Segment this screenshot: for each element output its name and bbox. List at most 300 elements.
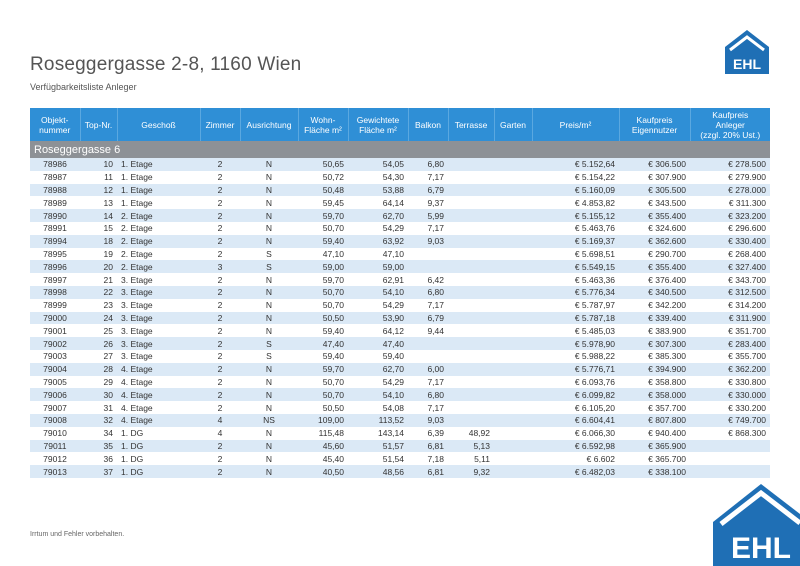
table-cell: 2 <box>200 286 240 299</box>
table-cell: € 307.300 <box>619 337 690 350</box>
table-cell: 3. Etage <box>117 350 200 363</box>
table-cell: N <box>240 184 298 197</box>
table-row <box>30 388 770 401</box>
table-cell: 50,65 <box>298 158 348 171</box>
table-cell: N <box>240 235 298 248</box>
table-cell: 54,10 <box>348 388 408 401</box>
table-cell: N <box>240 363 298 376</box>
table-cell: 18 <box>80 235 117 248</box>
table-cell <box>690 440 770 453</box>
table-cell: 50,50 <box>298 312 348 325</box>
table-cell: N <box>240 427 298 440</box>
table-cell: 1. DG <box>117 452 200 465</box>
column-header: Wohn- Fläche m² <box>298 108 348 141</box>
table-cell: € 5.160,09 <box>532 184 619 197</box>
table-cell: S <box>240 248 298 261</box>
table-cell <box>494 324 532 337</box>
table-cell: 78987 <box>30 171 80 184</box>
table-cell <box>494 171 532 184</box>
section-label: Roseggergasse 6 <box>30 141 770 158</box>
column-header: Ausrichtung <box>240 108 298 141</box>
column-header: Top-Nr. <box>80 108 117 141</box>
table-cell <box>494 388 532 401</box>
table-cell <box>494 184 532 197</box>
table-cell: 62,70 <box>348 209 408 222</box>
table-cell <box>448 299 494 312</box>
table-row <box>30 465 770 478</box>
table-cell: 6,79 <box>408 184 448 197</box>
table-cell: N <box>240 209 298 222</box>
table-cell: € 279.900 <box>690 171 770 184</box>
table-cell: € 365.900 <box>619 440 690 453</box>
table-cell: € 362.200 <box>690 363 770 376</box>
table-cell: 50,70 <box>298 388 348 401</box>
table-cell: 2 <box>200 376 240 389</box>
table-row <box>30 235 770 248</box>
table-cell: 50,50 <box>298 401 348 414</box>
table-cell: 4 <box>200 427 240 440</box>
table-cell: 29 <box>80 376 117 389</box>
table-cell: 78994 <box>30 235 80 248</box>
table-cell: 48,56 <box>348 465 408 478</box>
table-cell: 79013 <box>30 465 80 478</box>
table-cell: € 5.154,22 <box>532 171 619 184</box>
table-row <box>30 440 770 453</box>
table-cell: N <box>240 158 298 171</box>
table-cell <box>690 452 770 465</box>
table-cell: 22 <box>80 286 117 299</box>
table-cell: € 6.592,98 <box>532 440 619 453</box>
table-cell: 47,10 <box>348 248 408 261</box>
table-cell <box>448 235 494 248</box>
logo-text: EHL <box>733 56 761 72</box>
table-cell <box>448 414 494 427</box>
table-cell: N <box>240 465 298 478</box>
table-row <box>30 222 770 235</box>
table-cell: 2 <box>200 248 240 261</box>
table-row <box>30 376 770 389</box>
table-cell: € 365.700 <box>619 452 690 465</box>
table-row <box>30 350 770 363</box>
table-cell: € 296.600 <box>690 222 770 235</box>
table-cell: 54,29 <box>348 299 408 312</box>
table-cell: 48,92 <box>448 427 494 440</box>
table-cell: € 358.800 <box>619 376 690 389</box>
table-row <box>30 260 770 273</box>
table-cell: € 306.500 <box>619 158 690 171</box>
table-cell: 9,44 <box>408 324 448 337</box>
table-cell: S <box>240 337 298 350</box>
table-row <box>30 196 770 209</box>
table-cell: 2 <box>200 440 240 453</box>
table-row <box>30 286 770 299</box>
table-cell: € 749.700 <box>690 414 770 427</box>
table-cell: N <box>240 299 298 312</box>
table-cell <box>448 222 494 235</box>
table-cell: 59,40 <box>298 350 348 363</box>
table-cell: 1. DG <box>117 440 200 453</box>
table-row <box>30 401 770 414</box>
table-cell: 59,00 <box>348 260 408 273</box>
table-cell: € 383.900 <box>619 324 690 337</box>
table-cell: € 343.700 <box>690 273 770 286</box>
table-cell: 7,18 <box>408 452 448 465</box>
table-cell: 6,81 <box>408 440 448 453</box>
ehl-logo <box>723 28 771 76</box>
footer-note: Irrtum und Fehler vorbehalten. <box>30 531 125 538</box>
table-cell <box>494 248 532 261</box>
table-row <box>30 414 770 427</box>
table-cell: 63,92 <box>348 235 408 248</box>
table-row <box>30 452 770 465</box>
table-cell: 54,29 <box>348 376 408 389</box>
table-cell <box>408 248 448 261</box>
table-cell: 4 <box>200 414 240 427</box>
ehl-logo-large <box>713 484 800 566</box>
table-cell <box>448 363 494 376</box>
table-cell: 2 <box>200 350 240 363</box>
table-cell: 78999 <box>30 299 80 312</box>
table-cell: 2 <box>200 324 240 337</box>
table-cell: € 355.400 <box>619 260 690 273</box>
table-cell: 9,32 <box>448 465 494 478</box>
table-cell: N <box>240 376 298 389</box>
table-cell: 2 <box>200 337 240 350</box>
table-cell: S <box>240 350 298 363</box>
table-cell <box>494 465 532 478</box>
table-cell: 50,70 <box>298 222 348 235</box>
table-cell: 6,80 <box>408 286 448 299</box>
table-cell: 35 <box>80 440 117 453</box>
table-cell: N <box>240 401 298 414</box>
table-cell: 6,00 <box>408 363 448 376</box>
table-cell: 37 <box>80 465 117 478</box>
table-cell: 1. Etage <box>117 184 200 197</box>
table-cell: 53,90 <box>348 312 408 325</box>
table-cell: € 342.200 <box>619 299 690 312</box>
table-row <box>30 427 770 440</box>
table-cell: 59,70 <box>298 363 348 376</box>
table-cell: € 5.463,36 <box>532 273 619 286</box>
table-cell <box>494 209 532 222</box>
table-cell: 78998 <box>30 286 80 299</box>
availability-table <box>30 108 770 478</box>
table-cell: 59,40 <box>298 324 348 337</box>
table-cell: 78988 <box>30 184 80 197</box>
table-cell: 6,81 <box>408 465 448 478</box>
table-row <box>30 312 770 325</box>
table-cell: 9,03 <box>408 235 448 248</box>
table-cell: € 5.787,97 <box>532 299 619 312</box>
table-cell: € 330.000 <box>690 388 770 401</box>
table-cell: 6,80 <box>408 388 448 401</box>
section-row <box>30 141 770 158</box>
table-cell: 6,80 <box>408 158 448 171</box>
table-cell: 19 <box>80 248 117 261</box>
table-cell: 54,29 <box>348 222 408 235</box>
table-cell: € 343.500 <box>619 196 690 209</box>
table-cell: € 330.400 <box>690 235 770 248</box>
table-cell: 59,70 <box>298 209 348 222</box>
table-cell <box>448 171 494 184</box>
table-cell: 1. DG <box>117 465 200 478</box>
table-cell: 2. Etage <box>117 248 200 261</box>
table-cell: 2 <box>200 452 240 465</box>
table-cell: 2 <box>200 465 240 478</box>
table-cell: € 307.900 <box>619 171 690 184</box>
table-cell: 3. Etage <box>117 273 200 286</box>
table-cell: 4. Etage <box>117 414 200 427</box>
table-cell: 9,03 <box>408 414 448 427</box>
table-cell: 1. Etage <box>117 158 200 171</box>
table-cell: 34 <box>80 427 117 440</box>
table-cell <box>448 196 494 209</box>
table-cell: 64,12 <box>348 324 408 337</box>
table-cell: 2. Etage <box>117 260 200 273</box>
table-cell: 54,08 <box>348 401 408 414</box>
table-cell: 51,54 <box>348 452 408 465</box>
table-cell: 54,10 <box>348 286 408 299</box>
table-cell: 30 <box>80 388 117 401</box>
table-cell: 20 <box>80 260 117 273</box>
table-cell: 79004 <box>30 363 80 376</box>
table-cell: 5,13 <box>448 440 494 453</box>
table-cell <box>408 260 448 273</box>
table-cell: € 338.100 <box>619 465 690 478</box>
table-row <box>30 184 770 197</box>
table-cell: 50,48 <box>298 184 348 197</box>
table-cell: € 278.500 <box>690 158 770 171</box>
table-cell: 2 <box>200 388 240 401</box>
table-cell: N <box>240 440 298 453</box>
table-cell: 143,14 <box>348 427 408 440</box>
table-cell: € 327.400 <box>690 260 770 273</box>
table-cell: 3. Etage <box>117 299 200 312</box>
table-row <box>30 363 770 376</box>
table-row <box>30 248 770 261</box>
table-cell <box>494 452 532 465</box>
table-cell: € 5.698,51 <box>532 248 619 261</box>
table-cell: € 278.000 <box>690 184 770 197</box>
table-cell: € 385.300 <box>619 350 690 363</box>
table-cell: € 6.105,20 <box>532 401 619 414</box>
table-header-row <box>30 108 770 141</box>
table-cell: € 311.300 <box>690 196 770 209</box>
table-cell: 6,39 <box>408 427 448 440</box>
table-cell: 9,37 <box>408 196 448 209</box>
logo-text-large: EHL <box>731 532 791 565</box>
table-cell: € 5.776,34 <box>532 286 619 299</box>
table-cell: 23 <box>80 299 117 312</box>
table-row <box>30 158 770 171</box>
table-cell: 2 <box>200 222 240 235</box>
table-cell: 59,70 <box>298 273 348 286</box>
table-cell <box>494 286 532 299</box>
table-cell: 79005 <box>30 376 80 389</box>
table-cell: 4. Etage <box>117 388 200 401</box>
column-header: Gewichtete Fläche m² <box>348 108 408 141</box>
table-cell: 3. Etage <box>117 324 200 337</box>
table-cell <box>494 376 532 389</box>
table-cell: € 290.700 <box>619 248 690 261</box>
table-cell: N <box>240 312 298 325</box>
table-cell: € 6.604,41 <box>532 414 619 427</box>
table-cell: 4. Etage <box>117 401 200 414</box>
table-cell: 12 <box>80 184 117 197</box>
table-cell: € 330.800 <box>690 376 770 389</box>
table-cell: N <box>240 286 298 299</box>
table-cell: 50,70 <box>298 376 348 389</box>
table-cell: 59,45 <box>298 196 348 209</box>
table-row <box>30 299 770 312</box>
column-header: Zimmer <box>200 108 240 141</box>
table-cell: 113,52 <box>348 414 408 427</box>
table-cell: € 358.000 <box>619 388 690 401</box>
table-cell: 7,17 <box>408 171 448 184</box>
table-cell <box>448 184 494 197</box>
table-cell: € 305.500 <box>619 184 690 197</box>
table-row <box>30 171 770 184</box>
table-cell <box>448 158 494 171</box>
table-cell: N <box>240 171 298 184</box>
table-cell: 7,17 <box>408 222 448 235</box>
table-cell: 79001 <box>30 324 80 337</box>
table-cell: 62,70 <box>348 363 408 376</box>
table-cell <box>448 273 494 286</box>
table-cell: 2 <box>200 401 240 414</box>
table-cell: N <box>240 452 298 465</box>
table-cell: € 5.988,22 <box>532 350 619 363</box>
table-cell: 45,60 <box>298 440 348 453</box>
table-cell <box>494 196 532 209</box>
table-cell: 1. DG <box>117 427 200 440</box>
table-cell <box>494 350 532 363</box>
table-cell: 78995 <box>30 248 80 261</box>
table-cell: € 5.169,37 <box>532 235 619 248</box>
table-cell: 7,17 <box>408 299 448 312</box>
table-cell <box>448 312 494 325</box>
column-header: Objekt- nummer <box>30 108 80 141</box>
table-cell: 2 <box>200 273 240 286</box>
table-cell: € 4.853,82 <box>532 196 619 209</box>
table-cell: € 311.900 <box>690 312 770 325</box>
table-cell: 51,57 <box>348 440 408 453</box>
table-cell <box>494 414 532 427</box>
table-cell: € 268.400 <box>690 248 770 261</box>
table-cell: € 6.099,82 <box>532 388 619 401</box>
table-cell: 45,40 <box>298 452 348 465</box>
table-cell: 47,10 <box>298 248 348 261</box>
table-cell: 5,11 <box>448 452 494 465</box>
table-cell <box>448 248 494 261</box>
table-cell: 11 <box>80 171 117 184</box>
table-cell <box>494 235 532 248</box>
table-cell: € 340.500 <box>619 286 690 299</box>
table-cell: € 362.600 <box>619 235 690 248</box>
table-cell: € 940.400 <box>619 427 690 440</box>
table-cell: 78989 <box>30 196 80 209</box>
table-cell: € 5.978,90 <box>532 337 619 350</box>
table-row <box>30 273 770 286</box>
table-cell <box>448 401 494 414</box>
table-cell <box>494 222 532 235</box>
table-cell: 78997 <box>30 273 80 286</box>
table-cell: € 357.700 <box>619 401 690 414</box>
table-cell: 64,14 <box>348 196 408 209</box>
table-cell: € 355.700 <box>690 350 770 363</box>
table-cell: 62,91 <box>348 273 408 286</box>
table-cell <box>448 286 494 299</box>
table-cell: 54,05 <box>348 158 408 171</box>
table-cell: 3 <box>200 260 240 273</box>
table-cell: € 5.463,76 <box>532 222 619 235</box>
table-cell <box>448 350 494 363</box>
table-cell: € 330.200 <box>690 401 770 414</box>
table-cell: 2 <box>200 209 240 222</box>
table-cell: 28 <box>80 363 117 376</box>
table-cell <box>448 324 494 337</box>
table-cell: 50,70 <box>298 286 348 299</box>
column-header: Balkon <box>408 108 448 141</box>
table-cell: 7,17 <box>408 376 448 389</box>
table-cell: € 394.900 <box>619 363 690 376</box>
table-cell: 27 <box>80 350 117 363</box>
table-cell: 115,48 <box>298 427 348 440</box>
table-cell: 79008 <box>30 414 80 427</box>
table-cell: 40,50 <box>298 465 348 478</box>
table-cell: 79002 <box>30 337 80 350</box>
table-cell: € 324.600 <box>619 222 690 235</box>
table-cell <box>494 260 532 273</box>
column-header: Geschoß <box>117 108 200 141</box>
table-cell: 59,40 <box>348 350 408 363</box>
table-cell: 3. Etage <box>117 312 200 325</box>
table-cell: 78990 <box>30 209 80 222</box>
table-cell: 26 <box>80 337 117 350</box>
table-cell: 47,40 <box>298 337 348 350</box>
table-cell: 2 <box>200 312 240 325</box>
table-cell <box>494 363 532 376</box>
table-cell <box>494 440 532 453</box>
table-cell: 47,40 <box>348 337 408 350</box>
table-cell: € 339.400 <box>619 312 690 325</box>
table-cell: € 807.800 <box>619 414 690 427</box>
table-cell: 53,88 <box>348 184 408 197</box>
page-title: Roseggergasse 2-8, 1160 Wien <box>30 54 302 75</box>
table-cell: 79000 <box>30 312 80 325</box>
table-cell: 78996 <box>30 260 80 273</box>
table-cell <box>408 337 448 350</box>
table-cell: NS <box>240 414 298 427</box>
table-cell: 50,72 <box>298 171 348 184</box>
table-cell <box>494 337 532 350</box>
table-cell: 5,99 <box>408 209 448 222</box>
table-cell: 25 <box>80 324 117 337</box>
table-cell <box>494 273 532 286</box>
table-cell <box>448 388 494 401</box>
table-cell: 3. Etage <box>117 286 200 299</box>
table-cell: 2 <box>200 158 240 171</box>
table-cell: 2. Etage <box>117 235 200 248</box>
table-cell: 7,17 <box>408 401 448 414</box>
table-cell: 79003 <box>30 350 80 363</box>
table-cell: 36 <box>80 452 117 465</box>
table-cell <box>448 260 494 273</box>
table-cell <box>494 401 532 414</box>
table-row <box>30 337 770 350</box>
table-cell: € 314.200 <box>690 299 770 312</box>
table-cell: € 5.155,12 <box>532 209 619 222</box>
